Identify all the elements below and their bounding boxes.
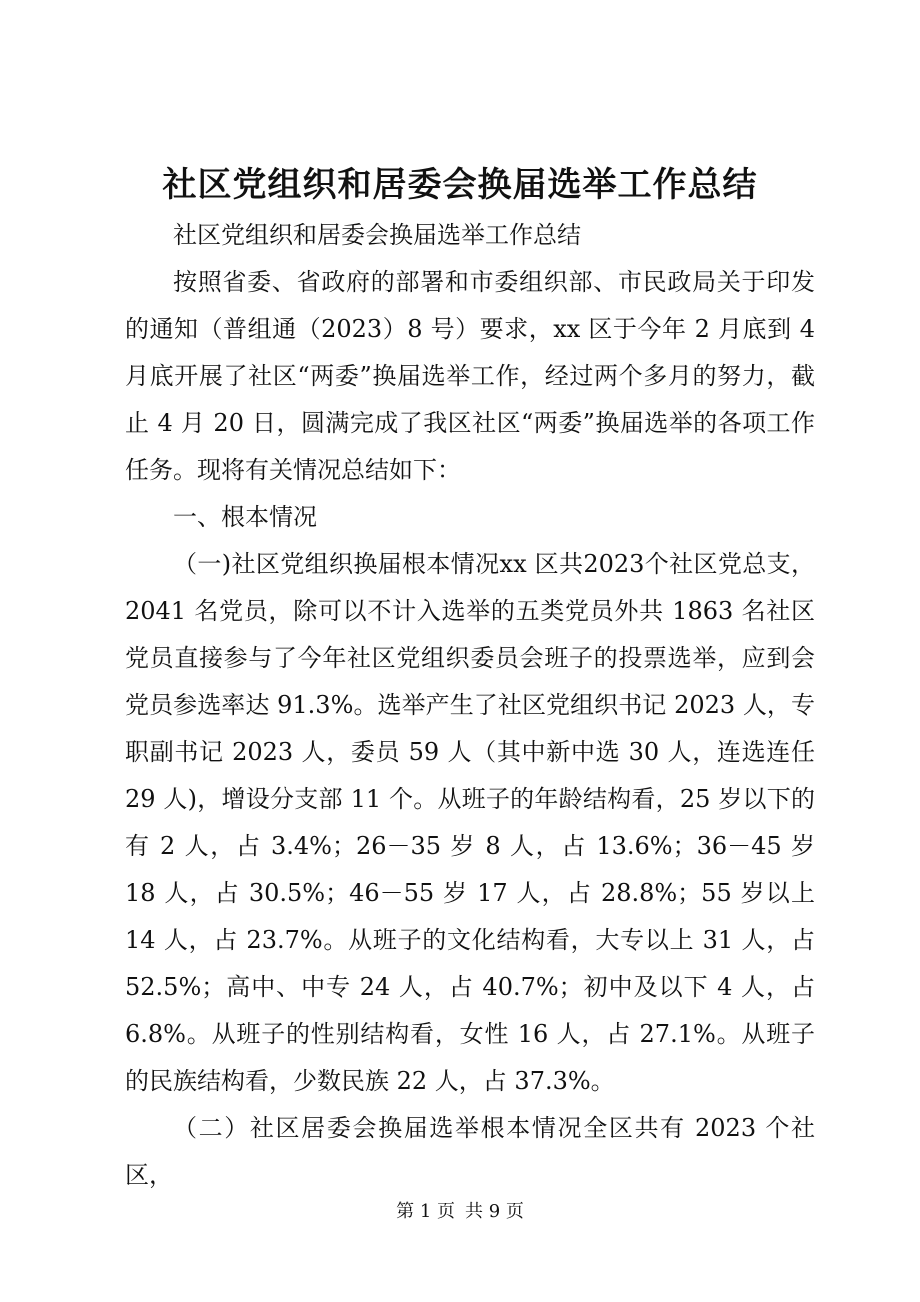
paragraph-committee-election: （二）社区居委会换届选举根本情况全区共有 2023 个社区， xyxy=(125,1114,815,1189)
paragraph-intro: 按照省委、省政府的部署和市委组织部、市民政局关于印发的通知（普组通（2023）8 号）要求，xx 区于今年 2 月底到 4 月底开展了社区“两委”换届选举工作，经过两个多月的努力，截止 4 月 20 日，圆满完成了我区社区“两委”换届选举的各项工作任务。现将有关情况总结如下： xyxy=(125,268,815,484)
section-heading-basic-situation: 一、根本情况 xyxy=(173,503,317,531)
document-body xyxy=(125,212,815,1199)
document-subtitle: 社区党组织和居委会换届选举工作总结 xyxy=(173,221,581,249)
page-number-current: 第 1 页 xyxy=(396,1201,455,1222)
page-footer xyxy=(0,1200,920,1224)
page-number-total: 共 9 页 xyxy=(465,1201,524,1222)
paragraph-party-election: （一)社区党组织换届根本情况xx 区共2023个社区党总支，2041 名党员，除可以不计入选举的五类党员外共 1863 名社区党员直接参与了今年社区党组织委员会班子的投票选举，应到会党员参选率达 91.3%。选举产生了社区党组织书记 2023 人，专职副书记 2023 人，委员 59 人（其中新中选 30 人，连选连任 29 人)，增设分支部 11 个。从班子的年龄结构看，25 岁以下的有 2 人，占 3.4%；26－35 岁 8 人，占 13.6%；36－45 岁 18 人，占 30.5%；46－55 岁 17 人，占 28.8%；55 岁以上 14 人，占 23.7%。从班子的文化结构看，大专以上 31 人，占 52.5%；高中、中专 24 人，占 40.7%；初中及以下 4 人，占 6.8%。从班子的性别结构看，女性 16 人，占 27.1%。从班子的民族结构看，少数民族 22 人，占 37.3%。 xyxy=(125,550,815,1095)
document-title: 社区党组织和居委会换届选举工作总结 xyxy=(162,165,758,205)
